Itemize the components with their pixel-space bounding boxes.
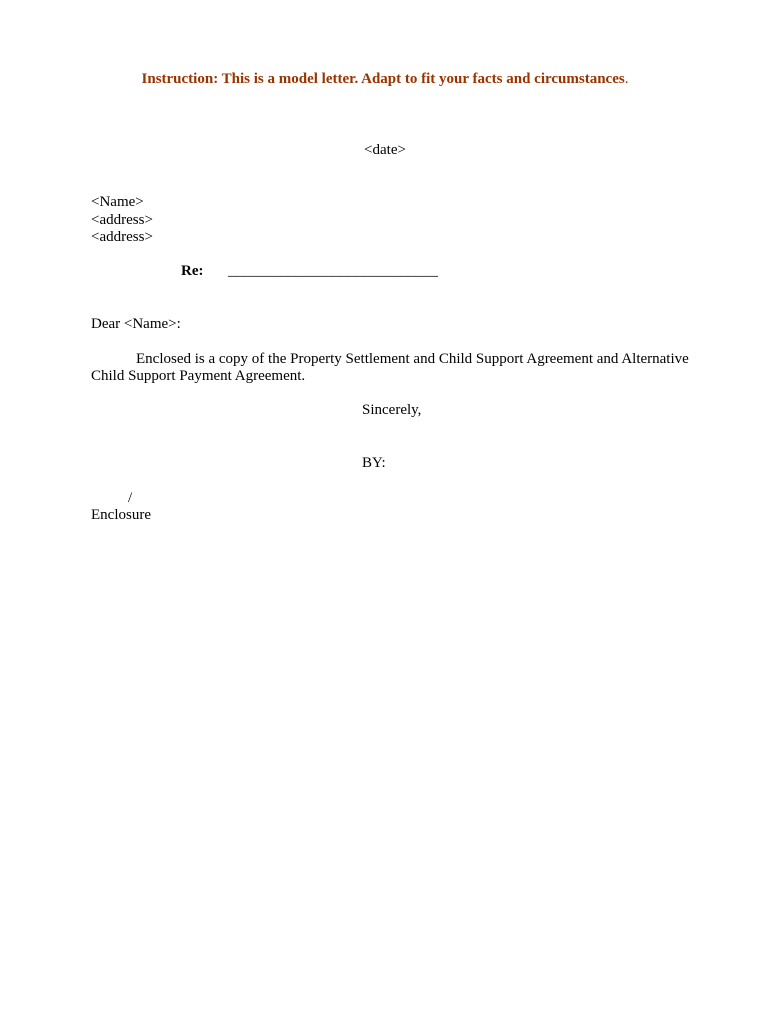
instruction-text: Instruction: This is a model letter. Adapt to fit your facts and circumstances (141, 71, 625, 87)
instruction-note (0, 71, 770, 88)
body-paragraph: Enclosed is a copy of the Property Settlement and Child Support Agreement and Alternative Child Support Payment Agreement. (91, 351, 689, 384)
recipient-name: <Name> (91, 194, 144, 210)
letter-date: <date> (364, 142, 406, 158)
salutation: Dear <Name>: (91, 316, 181, 332)
closing: Sincerely, (362, 402, 422, 418)
typist-initials: / (128, 490, 133, 506)
instruction-period: . (624, 71, 629, 87)
recipient-address-block (91, 194, 153, 247)
recipient-address-line-1: <address> (91, 211, 153, 228)
re-label: Re: (181, 263, 204, 279)
recipient-address-line-2: <address> (91, 229, 153, 245)
enclosure-notation: Enclosure (91, 507, 151, 523)
re-blank-line: ____________________________ (228, 263, 438, 279)
signature-label: BY: (362, 455, 386, 471)
